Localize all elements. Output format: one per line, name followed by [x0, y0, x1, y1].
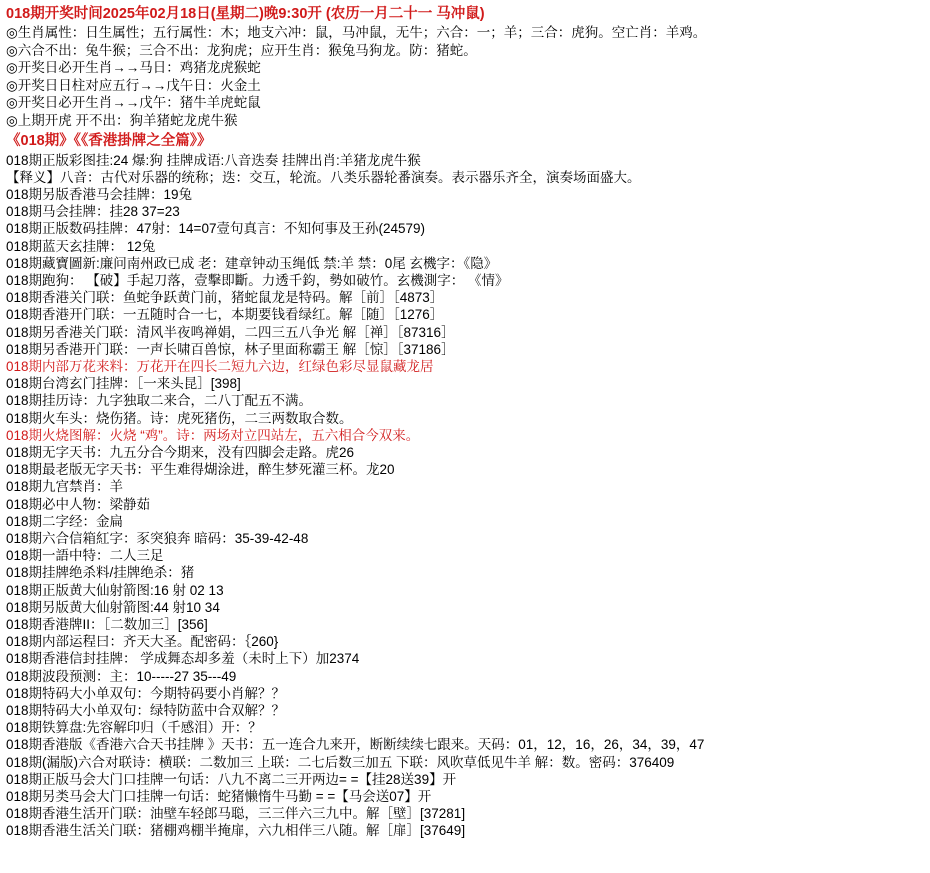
- draw-time-header: 018期开奖时间2025年02月18日(星期二)晚9:30开 (农历一月二十一 马冲鼠): [6, 6, 485, 22]
- content-row: 018期二字经：金扁: [6, 513, 124, 529]
- content-row: 018期正版马会大门口挂牌一句话：八九不离二三开两边= =【挂28送39】开: [6, 771, 457, 787]
- attribute-line-5: ◎开奖日必开生肖→→戊午：猪牛羊虎蛇鼠: [6, 95, 261, 111]
- content-row: 018期马会挂牌：挂28 37=23: [6, 204, 180, 220]
- content-row: 018期另香港关门联：清风半夜鸣禅娟，二四三五八争光 解［禅］［87316］: [6, 324, 455, 340]
- content-row: 018期台湾玄门挂牌：［一来头昆］[398]: [6, 376, 241, 392]
- attribute-line-1: ◎生肖属性：日生属性；五行属性：木；地支六冲：鼠，马冲鼠，无牛；六合：一；羊；三合：虎狗。空亡肖：羊鸡。: [6, 25, 707, 40]
- content-row: 018期六合信箱紅字：豕突狼奔 暗码：35-39-42-48: [6, 531, 309, 547]
- attribute-line-4: ◎开奖日日柱对应五行→→戊午日：火金土: [6, 77, 261, 93]
- content-row: 018期九宫禁肖：羊: [6, 479, 124, 495]
- content-row: 018期另类马会大门口挂牌一句话：蛇猪懒惰牛马勤 = =【马会送07】开: [6, 789, 432, 805]
- attributes-block: [6, 24, 924, 130]
- content-row: 018期特码大小单双句：绿特防蓝中合双解？？: [6, 703, 286, 719]
- content-row: 018期最老版无字天书：平生难得煳涂进，醉生梦死灌三杯。龙20: [6, 462, 395, 478]
- content-row: 018期波段预测：主：10-----27 35---49: [6, 668, 237, 684]
- content-row: 018期跑狗： 【破】手起刀落，壹擊即斷。力透千鈞，勢如破竹。玄機測字： 《情》: [6, 272, 509, 288]
- content-row: 018期另香港开门联：一声长啸百兽惊，林子里面称霸王 解［惊］［37186］: [6, 341, 455, 357]
- content-row: 018期另版香港马会挂牌：19兔: [6, 186, 193, 202]
- content-row: 018期正版黄大仙射箭图:16 射 02 13: [6, 582, 224, 598]
- content-row: 018期香港信封挂牌： 学成舞态却多羞（未时上下）加2374: [6, 651, 360, 667]
- content-row: 018期香港开门联：一五随时合一七，本期要钱看绿红。解［随］［1276］: [6, 307, 444, 323]
- attribute-line-2: ◎六合不出：兔牛猴；三合不出：龙狗虎；应开生肖：猴兔马狗龙。防：猪蛇。: [6, 42, 477, 58]
- content-row: 018期藏寶圖新:廉问南州政已成 老：建章钟动玉绳低 禁:羊 禁：0尾 玄機字：《隐》: [6, 255, 498, 271]
- content-row: 018期(漏版)六合对联诗：横联：二数加三 上联：二七后数三加五 下联：风吹草低见牛羊 解：数。密码：376409: [6, 754, 675, 770]
- content-row: 018期挂历诗：九字独取二来合，二八丁配五不满。: [6, 393, 313, 409]
- content-row: 018期香港关门联：鱼蛇争跃黄门前，猪蛇鼠龙是特码。解［前］［4873］: [6, 290, 444, 306]
- content-row: 018期无字天书：九五分合今期来，没有四脚会走路。虎26: [6, 445, 355, 461]
- content-row: 018期一語中特：二人三足: [6, 548, 164, 564]
- content-row: 018期另版黄大仙射箭图:44 射10 34: [6, 599, 220, 615]
- content-row: 018期香港牌II：［二数加三］[356]: [6, 617, 208, 633]
- content-row: 018期内部万花来料：万花开在四长二短九六边，红绿色彩尽显鼠藏龙居: [6, 359, 434, 374]
- content-row: 018期铁算盘:先容解印归（千感泪）开：？: [6, 720, 262, 736]
- content-rows: [6, 152, 924, 840]
- content-row: 018期香港生活关门联：猪棚鸡棚半掩扉，六九相伴三八随。解［扉］[37649]: [6, 823, 466, 839]
- content-row: 018期香港生活开门联：油壁车轻郎马聪，三三伴六三九中。解［壁］[37281]: [6, 806, 466, 822]
- content-row: 018期特码大小单双句：今期特码要小肖解？？: [6, 685, 286, 701]
- content-row: 【释义】八音：古代对乐器的统称；迭：交互，轮流。八类乐器轮番演奏。表示器乐齐全，演奏场面盛大。: [6, 169, 641, 185]
- attribute-line-3: ◎开奖日必开生肖→→马日：鸡猪龙虎猴蛇: [6, 60, 261, 76]
- content-row: 018期挂牌绝杀料/挂牌绝杀：猪: [6, 565, 195, 581]
- content-row: 018期火烧图解：火烧 “鸡”。诗：两场对立四站左，五六相合今双来。: [6, 427, 420, 443]
- content-row: 018期正版彩图挂:24 爆:狗 挂牌成语:八音迭奏 挂牌出肖:羊猪龙虎牛猴: [6, 152, 421, 168]
- content-row: 018期香港版《香港六合天书挂牌 》天书：五一连合九来开，断断续续七跟来。天码：01，12，16，26，34，39，47: [6, 737, 705, 753]
- content-row: 018期火车头：烧伤猪。诗：虎死猪伤，二三两数取合数。: [6, 410, 353, 426]
- content-row: 018期蓝天玄挂牌： 12兔: [6, 238, 156, 254]
- section-title: 《018期》《《香港掛牌之全篇》》: [6, 132, 212, 149]
- content-row: 018期必中人物：梁静茹: [6, 496, 151, 512]
- content-row: 018期正版数码挂牌：47射：14=07壹句真言：不知何事及王孙(24579): [6, 221, 425, 237]
- content-row: 018期内部运程曰：齐天大圣。配密码：｛260}: [6, 634, 279, 650]
- attribute-line-6: ◎上期开虎 开不出：狗羊猪蛇龙虎牛猴: [6, 112, 238, 128]
